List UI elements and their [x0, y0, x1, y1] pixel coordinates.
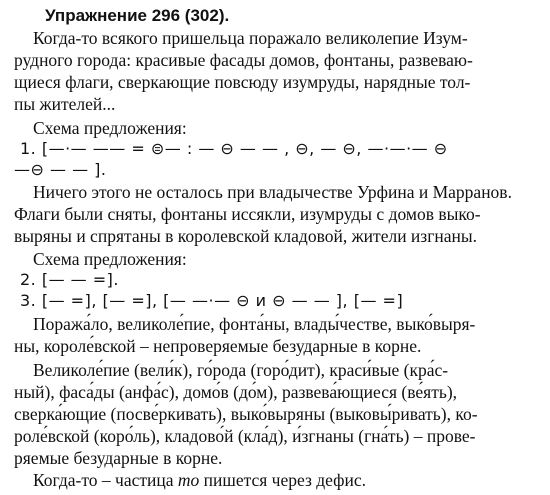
scheme-heading: Схема предложения:	[33, 118, 187, 138]
text-line: Когда-то всякого пришельца поражало великолепие Изум-	[33, 28, 468, 48]
particle-italic: то	[177, 470, 200, 490]
text-line: пы жителей...	[14, 94, 116, 114]
text-line: ный), фаса́ды (анфа́с), домо́в (до́м), развева́ющиеся (ве́ять),	[14, 382, 458, 402]
note-text: Когда-то – частица	[33, 470, 178, 490]
sentence-scheme-3: 3. [— =], [— =], [— —·— ⊖ и ⊖ — — ], [— =]	[20, 291, 404, 310]
text-line: выряны и спрятаны в королевской кладовой, жители изгнаны.	[14, 226, 478, 246]
sentence-scheme-1: 1. [—·— —— = ⊜— : — ⊖ — — , ⊖, — ⊖, —·—·— ⊖	[20, 139, 448, 158]
exercise-title: Упражнение 296 (302).	[45, 6, 230, 25]
sentence-scheme-1-cont: —⊖ — — ].	[14, 160, 107, 179]
scheme-heading: Схема предложения:	[33, 249, 187, 269]
text-line: рудного города: красивые фасады домов, фонтаны, развеваю-	[14, 50, 473, 70]
text-line: ряемые безударные в корне.	[14, 448, 223, 468]
text-line: Великоле́пие (вели́к), го́рода (горо́дит), краси́вые (кра́с-	[33, 360, 449, 380]
text-line: Поража́ло, великоле́пие, фонта́ны, влады́честве, выко́выря-	[33, 314, 476, 334]
sentence-scheme-2: 2. [— — =].	[20, 270, 119, 289]
text-line: ны, короле́вской – непроверяемые безударные в корне.	[14, 336, 422, 356]
text-line: Ничего этого не осталось при владычестве Урфина и Марранов.	[33, 182, 512, 202]
text-line: роле́вской (коро́ль), кладово́й (кла́д), и́згнаны (гна́ть) – прове-	[14, 426, 476, 446]
hyphen-note	[33, 470, 366, 490]
text-line: щиеся флаги, сверкающие повсюду изумруды, нарядные тол-	[14, 72, 471, 92]
note-text: пишется через дефис.	[199, 470, 367, 490]
text-line: сверка́ющие (посве́ркивать), выко́выряны (выковы́ривать), ко-	[14, 404, 478, 424]
text-line: Флаги были сняты, фонтаны иссякли, изумруды с домов выко-	[14, 204, 481, 224]
